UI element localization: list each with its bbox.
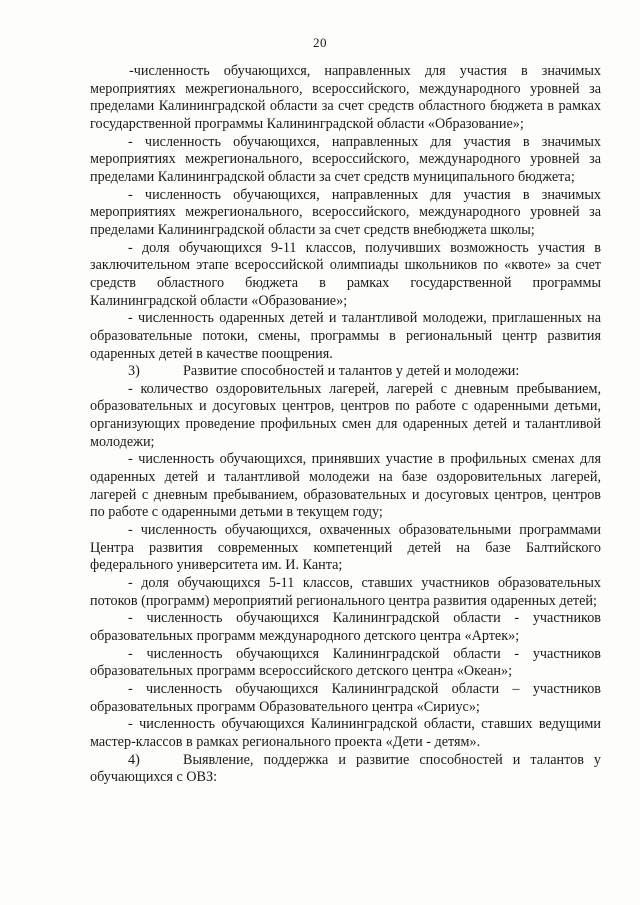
paragraph: - численность обучающихся, направленных для участия в значимых мероприятиях межрегионального, всероссийского, международного уровней за пределами Калининградской области за счет средств муниципального бюджета;	[90, 133, 601, 185]
section-number: 4)	[128, 751, 140, 768]
list-item: - количество оздоровительных лагерей, лагерей с дневным пребыванием, образовательных и досуговых центров, центров по работе с одаренными детьми, организующих проведение профильных смен для одаренных детей и талантливой молодежи;	[90, 380, 601, 450]
paragraph: -численность обучающихся, направленных для участия в значимых мероприятиях межрегионального, всероссийского, международного уровней за пределами Калининградской области за счет средств областного бюджета в рамках государственной программы Калининградской области «Образование»;	[90, 63, 601, 132]
section-title: Развитие способностей и талантов у детей и молодежи:	[183, 363, 520, 380]
section-heading-3	[90, 363, 601, 381]
page-number: 20	[313, 35, 327, 50]
section-title: Выявление, поддержка и развитие способностей и талантов у обучающихся с ОВЗ:	[90, 751, 601, 786]
document-body	[90, 63, 601, 787]
list-item: - доля обучающихся 5-11 классов, ставших участников образовательных потоков (программ) мероприятий регионального центра развития одаренных детей;	[90, 575, 601, 609]
list-item: - численность обучающихся, охваченных образовательными программами Центра развития современных компетенций детей на базе Балтийского федерального университета им. И. Канта;	[90, 522, 601, 574]
section-heading-4	[90, 752, 601, 787]
list-item: - численность обучающихся Калининградской области – участников образовательных программ Образовательного центра «Сириус»;	[90, 680, 601, 715]
paragraph: - доля обучающихся 9-11 классов, получивших возможность участия в заключительном этапе всероссийской олимпиады школьников по «квоте» за счет средств областного бюджета в рамках государственной программы Калининградской области «Образование»;	[90, 239, 601, 309]
section-number: 3)	[128, 363, 140, 380]
list-item: - численность обучающихся Калининградской области - участников образовательных программ международного детского центра «Артек»;	[90, 610, 601, 644]
list-item: - численность обучающихся Калининградской области, ставших ведущими мастер-классов в рамках регионального проекта «Дети - детям».	[90, 716, 601, 750]
list-item: - численность обучающихся Калининградской области - участников образовательных программ всероссийского детского центра «Океан»;	[90, 645, 601, 680]
list-item: - численность обучающихся, принявших участие в профильных сменах для одаренных детей и талантливой молодежи на базе оздоровительных лагерей, лагерей с дневным пребыванием, образовательных и досуговых центров, центров по работе с одаренными детьми в текущем году;	[90, 451, 601, 521]
paragraph: - численность обучающихся, направленных для участия в значимых мероприятиях межрегионального, всероссийского, международного уровней за пределами Калининградской области за счет средств внебюджета школы;	[90, 186, 601, 238]
paragraph: - численность одаренных детей и талантливой молодежи, приглашенных на образовательные потоки, смены, программы в региональный центр развития одаренных детей в качестве поощрения.	[90, 310, 601, 362]
